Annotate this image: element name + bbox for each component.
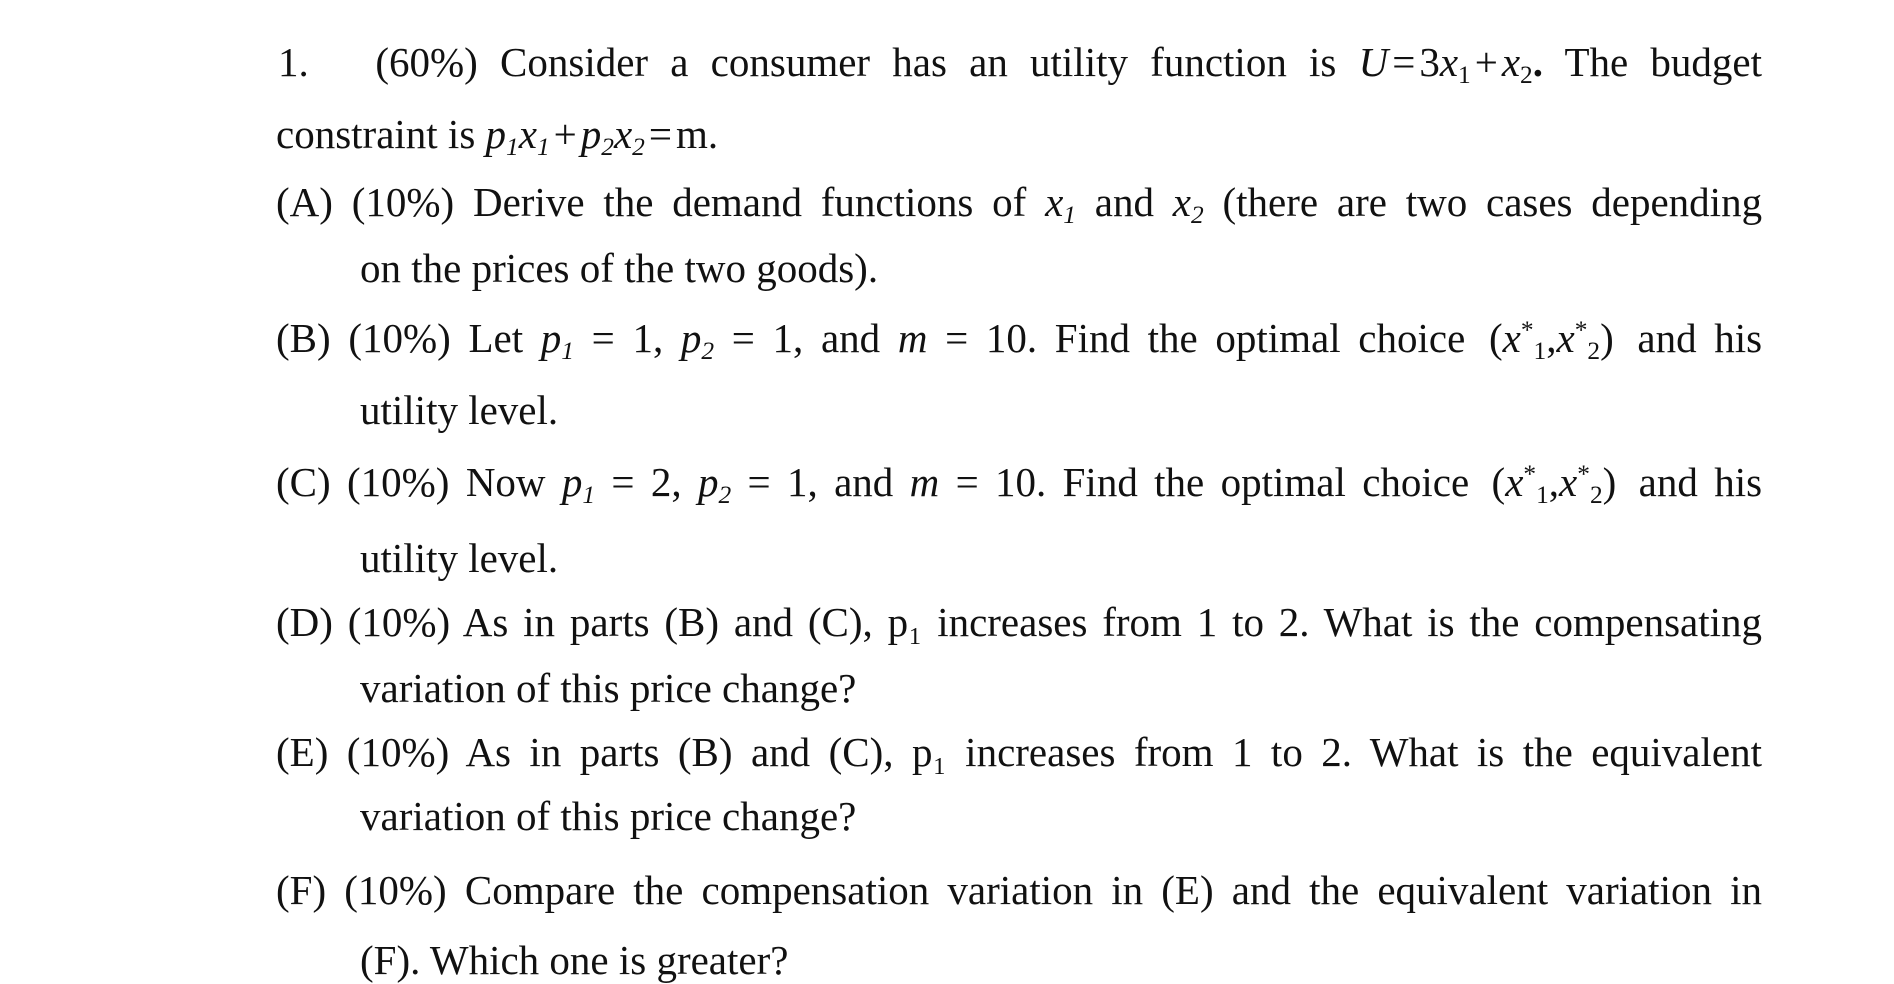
part-d-text: As in parts (B) and (C), p₁ increases from 1 to 2. What is the compensating — [462, 599, 1763, 645]
part-c-now: Now — [465, 459, 546, 505]
part-f-line-1 — [276, 866, 1762, 914]
budget-label: constraint is — [276, 111, 476, 157]
question-number: 1. — [278, 39, 309, 85]
part-c-p1: p1 — [561, 459, 596, 510]
part-b-v2: = 1, and — [731, 315, 881, 361]
part-a-line-2: on the prices of the two goods). — [360, 245, 879, 291]
part-a-and: and — [1094, 179, 1154, 225]
part-a-text-tail: (there are two cases depending — [1222, 179, 1763, 225]
part-c-tail: and his — [1638, 459, 1763, 505]
part-c-line-2: utility level. — [360, 535, 559, 581]
part-a-text: Derive the demand functions of — [472, 179, 1027, 225]
budget-equation: p1x1+p2x2=m. — [485, 111, 719, 162]
part-c-optimal-pair: $(x^*_1,x^*_2)$ — [1491, 459, 1617, 510]
part-d-weight: (10%) — [347, 599, 451, 645]
part-b-v3: = 10. Find the optimal choice — [945, 315, 1466, 361]
budget-constraint-line — [276, 110, 719, 162]
part-f-text: Compare the compensation variation in (E) and the equivalent variation in — [464, 867, 1762, 913]
part-d-line-2: variation of this price change? — [360, 665, 857, 711]
part-b-p2: p2 — [680, 315, 715, 366]
part-c-label: (C) — [276, 459, 331, 505]
part-e-line-2: variation of this price change? — [360, 793, 857, 839]
part-b-v1: = 1, — [591, 315, 664, 361]
part-b-let: Let — [468, 315, 524, 361]
part-f-weight: (10%) — [344, 867, 447, 913]
part-f-line-2: (F). Which one is greater? — [360, 937, 789, 983]
part-e-label: (E) — [276, 729, 329, 775]
part-b-line-1 — [276, 314, 1763, 366]
part-a-x2: x2 — [1172, 179, 1204, 230]
part-a-line-1 — [276, 178, 1763, 230]
part-c-v2: = 1, and — [747, 459, 894, 505]
part-c-weight: (10%) — [347, 459, 450, 505]
question-intro: Consider a consumer has an utility function is — [500, 39, 1337, 85]
question-1-line-1 — [278, 38, 1763, 90]
part-d-line-1 — [276, 598, 1762, 646]
part-b-p1: p1 — [540, 315, 574, 366]
part-b-weight: (10%) — [348, 315, 451, 361]
part-b-tail: and his — [1637, 315, 1763, 361]
part-a-label: (A) — [276, 179, 333, 225]
part-d-label: (D) — [276, 599, 333, 645]
question-weight: (60%) — [375, 39, 478, 85]
part-c-v1: = 2, — [611, 459, 682, 505]
part-c-line-1 — [276, 458, 1763, 510]
part-e-text: As in parts (B) and (C), p₁ increases from 1 to 2. What is the equivalent — [465, 729, 1762, 775]
part-a-x1: x1 — [1045, 179, 1076, 230]
part-c-v3: = 10. Find the optimal choice — [955, 459, 1470, 505]
part-b-line-2: utility level. — [360, 387, 559, 433]
part-b-optimal-pair: $(x^*_1,x^*_2)$ — [1488, 315, 1614, 366]
part-c-m: m — [909, 459, 940, 505]
part-b-label: (B) — [276, 315, 331, 361]
part-e-line-1 — [276, 728, 1762, 776]
part-e-weight: (10%) — [346, 729, 450, 775]
part-f-label: (F) — [276, 867, 327, 913]
question-intro-tail: The budget — [1564, 39, 1763, 85]
part-a-weight: (10%) — [351, 179, 455, 225]
part-b-m: m — [897, 315, 928, 361]
utility-function: $U=3x_1+x_2$. — [1358, 39, 1543, 90]
part-c-p2: p2 — [697, 459, 732, 510]
